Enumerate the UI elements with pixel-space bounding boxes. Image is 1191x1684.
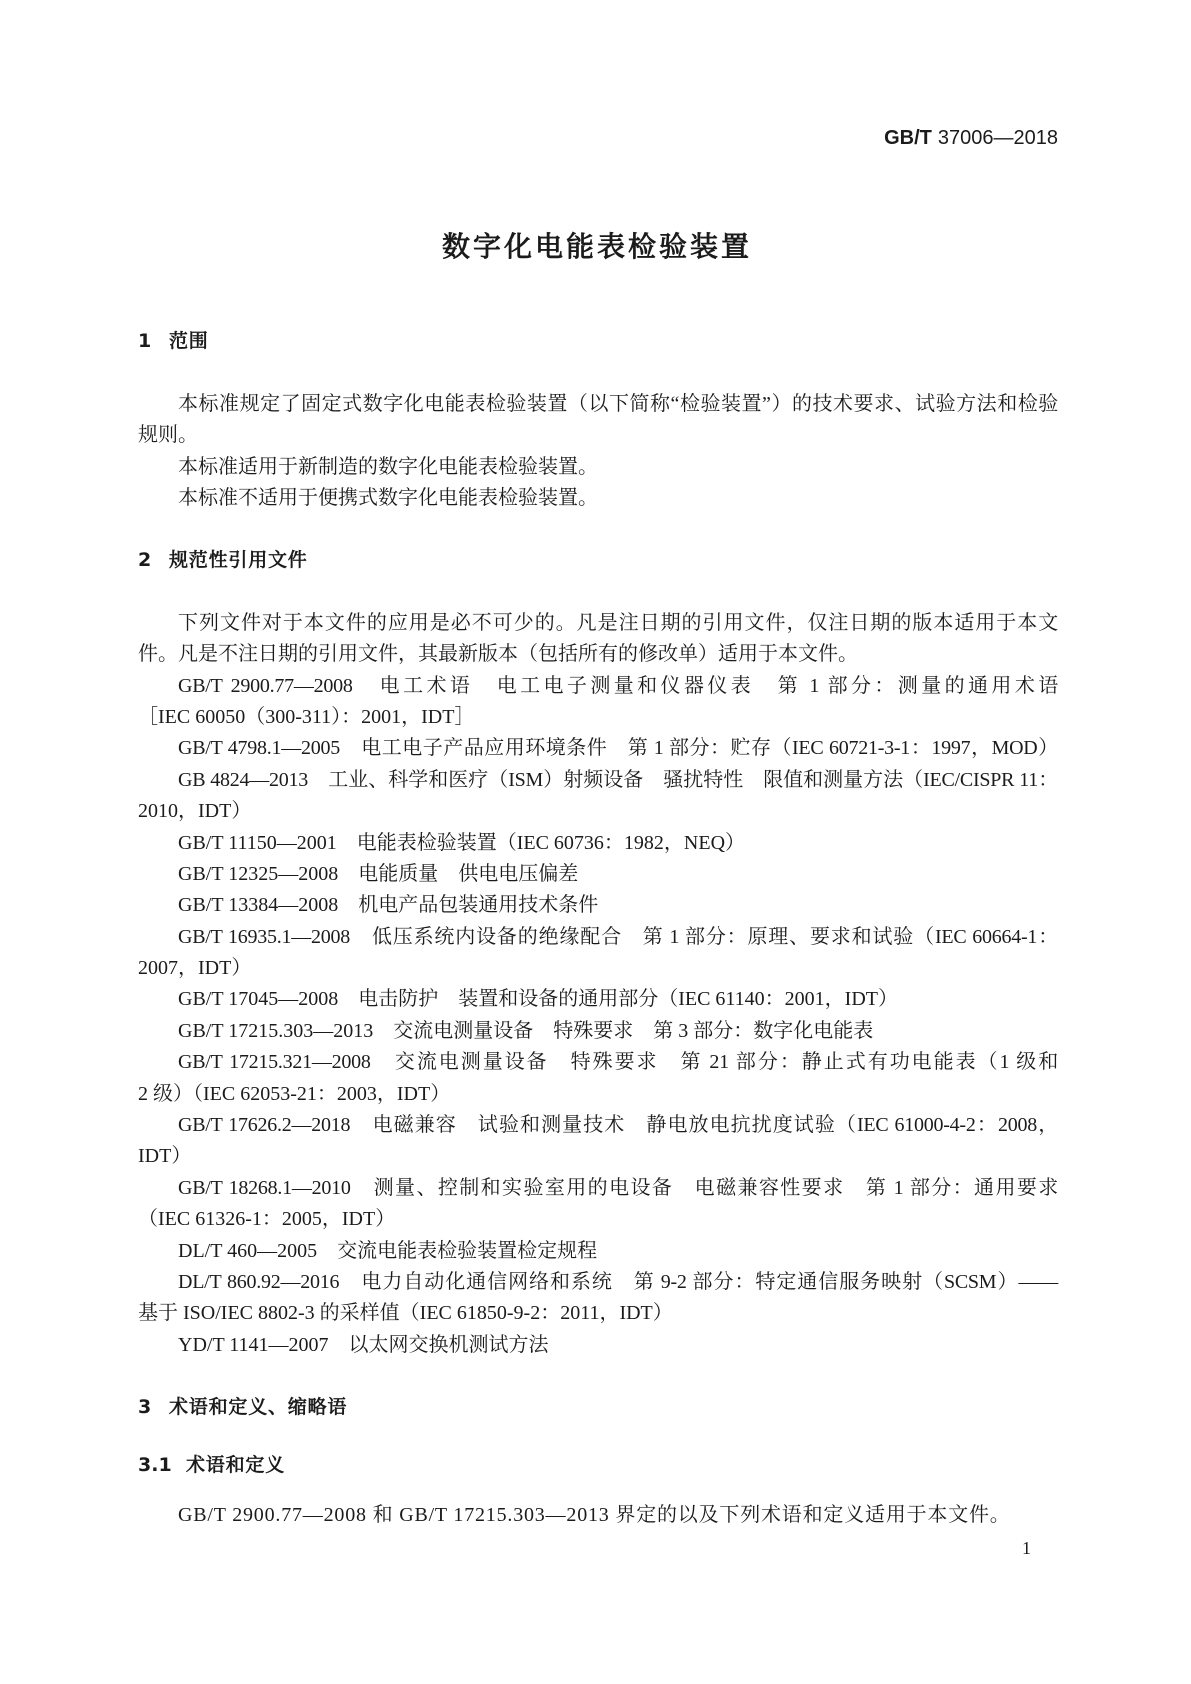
paragraph-line: 规则。 bbox=[138, 424, 198, 447]
reference-entry bbox=[138, 1236, 1058, 1267]
paragraph-line: 本标准不适用于便携式数字化电能表检验装置。 bbox=[178, 487, 598, 510]
paragraph bbox=[138, 483, 1058, 514]
reference-line: GB/T 11150—2001 电能表检验装置（IEC 60736：1982，NEQ） bbox=[178, 831, 746, 854]
section-title: 规范性引用文件 bbox=[169, 549, 308, 572]
subsection-number: 3.1 bbox=[138, 1454, 172, 1477]
subsection-title: 术语和定义 bbox=[186, 1454, 286, 1477]
paragraph bbox=[138, 389, 1058, 452]
reference-entry bbox=[138, 1267, 1058, 1330]
section-heading-normative-references bbox=[138, 545, 738, 576]
reference-line: GB/T 17215.321—2008 交流电测量设备 特殊要求 第 21 部分：静止式有功电能表（1 级和 bbox=[178, 1051, 1058, 1074]
reference-line: GB/T 17045—2008 电击防护 装置和设备的通用部分（IEC 61140：2001，IDT） bbox=[178, 988, 898, 1011]
reference-line: 2 级）（IEC 62053-21：2003，IDT） bbox=[138, 1082, 451, 1105]
standard-code-prefix: GB/T bbox=[884, 127, 932, 149]
reference-line: IDT） bbox=[138, 1145, 192, 1168]
section-title: 术语和定义、缩略语 bbox=[169, 1396, 348, 1419]
reference-line: ［IEC 60050（300-311）：2001，IDT］ bbox=[138, 705, 475, 728]
subsection-heading-terms-definitions bbox=[138, 1450, 738, 1481]
reference-entry bbox=[138, 1047, 1058, 1110]
reference-line: DL/T 860.92—2016 电力自动化通信网络和系统 第 9-2 部分：特定通信服务映射（SCSM）—— bbox=[178, 1271, 1058, 1293]
section-number: 3 bbox=[138, 1396, 152, 1419]
paragraph-line: 本标准适用于新制造的数字化电能表检验装置。 bbox=[178, 455, 598, 478]
reference-line: GB/T 13384—2008 机电产品包装通用技术条件 bbox=[178, 894, 599, 917]
paragraph-line: 下列文件对于本文件的应用是必不可少的。凡是注日期的引用文件，仅注日期的版本适用于本文 bbox=[178, 611, 1058, 634]
reference-line: 2010，IDT） bbox=[138, 800, 252, 823]
paragraph bbox=[138, 1500, 1058, 1531]
reference-line: GB/T 17215.303—2013 交流电测量设备 特殊要求 第 3 部分：数字化电能表 bbox=[178, 1019, 874, 1042]
page-number: 1 bbox=[1022, 1538, 1031, 1558]
document-title: 数字化电能表检验装置 bbox=[441, 230, 752, 263]
reference-line: GB/T 17626.2—2018 电磁兼容 试验和测量技术 静电放电抗扰度试验（IEC 61000-4-2：2008， bbox=[178, 1114, 1058, 1137]
reference-line: GB/T 18268.1—2010 测量、控制和实验室用的电设备 电磁兼容性要求 第 1 部分：通用要求 bbox=[178, 1176, 1058, 1199]
reference-line: GB/T 2900.77—2008 电工术语 电工电子测量和仪器仪表 第 1 部分：测量的通用术语 bbox=[178, 674, 1058, 697]
reference-line: GB/T 4798.1—2005 电工电子产品应用环境条件 第 1 部分：贮存（IEC 60721-3-1：1997，MOD） bbox=[178, 737, 1058, 760]
section-number: 1 bbox=[138, 330, 152, 353]
reference-line: （IEC 61326-1：2005，IDT） bbox=[138, 1208, 396, 1231]
paragraph-line: GB/T 2900.77—2008 和 GB/T 17215.303—2013 界定的以及下列术语和定义适用于本文件。 bbox=[178, 1504, 1011, 1527]
reference-entry bbox=[138, 984, 1058, 1015]
standard-code-number: 37006—2018 bbox=[937, 127, 1058, 149]
section-number: 2 bbox=[138, 549, 152, 572]
reference-entry bbox=[138, 859, 1058, 890]
standard-code-header bbox=[884, 126, 1058, 150]
normative-references-body bbox=[138, 608, 1058, 1361]
reference-line: GB 4824—2013 工业、科学和医疗（ISM）射频设备 骚扰特性 限值和测量方法（IEC/CISPR 11： bbox=[178, 768, 1058, 791]
reference-entry bbox=[138, 828, 1058, 859]
section-title: 范围 bbox=[169, 330, 209, 353]
reference-line: 基于 ISO/IEC 8802-3 的采样值（IEC 61850-9-2：2011，IDT） bbox=[138, 1302, 673, 1325]
paragraph-line: 件。凡是不注日期的引用文件，其最新版本（包括所有的修改单）适用于本文件。 bbox=[138, 643, 858, 666]
reference-entry bbox=[138, 1173, 1058, 1236]
reference-line: 2007，IDT） bbox=[138, 957, 252, 980]
paragraph bbox=[138, 452, 1058, 483]
reference-entry bbox=[138, 1110, 1058, 1173]
scope-body bbox=[138, 389, 1058, 515]
reference-entry bbox=[138, 1330, 1058, 1361]
reference-line: GB/T 12325—2008 电能质量 供电电压偏差 bbox=[178, 862, 579, 885]
section-heading-scope bbox=[138, 326, 738, 357]
paragraph-line: 本标准规定了固定式数字化电能表检验装置（以下简称“检验装置”）的技术要求、试验方法和检验 bbox=[178, 393, 1058, 415]
reference-entry bbox=[138, 1016, 1058, 1047]
reference-line: GB/T 16935.1—2008 低压系统内设备的绝缘配合 第 1 部分：原理、要求和试验（IEC 60664-1： bbox=[178, 925, 1058, 948]
reference-entry bbox=[138, 765, 1058, 828]
section-heading-terms-abbreviations bbox=[138, 1392, 738, 1423]
paragraph bbox=[138, 608, 1058, 671]
reference-entry bbox=[138, 733, 1058, 764]
reference-entry bbox=[138, 890, 1058, 921]
reference-entry bbox=[138, 671, 1058, 734]
reference-line: YD/T 1141—2007 以太网交换机测试方法 bbox=[178, 1333, 549, 1356]
reference-entry bbox=[138, 922, 1058, 985]
terms-definitions-body bbox=[138, 1500, 1058, 1531]
reference-line: DL/T 460—2005 交流电能表检验装置检定规程 bbox=[178, 1239, 598, 1262]
